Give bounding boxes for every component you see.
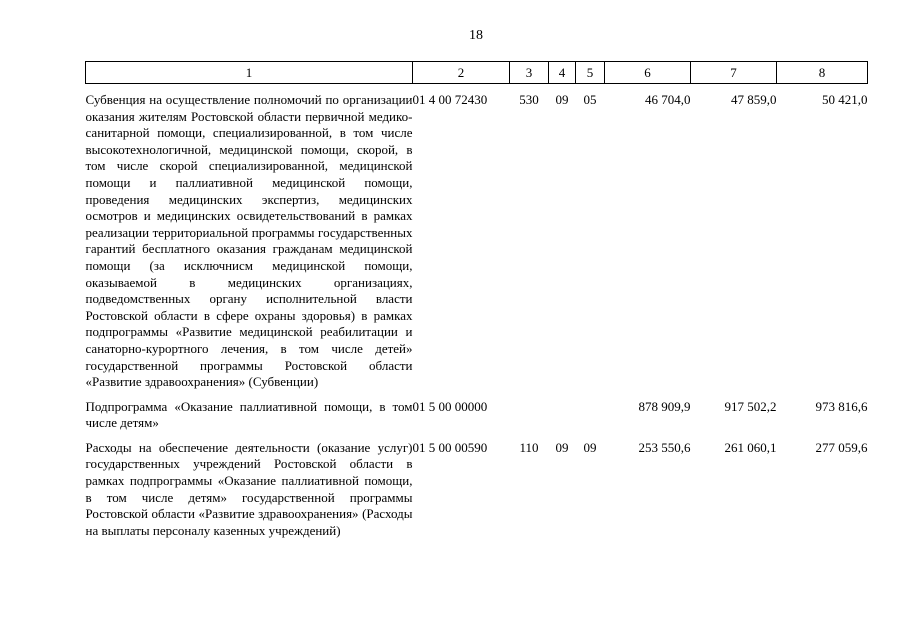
- row-col6: 253 550,6: [638, 439, 691, 455]
- column-header: 6: [605, 62, 691, 84]
- row-col5: 09: [583, 439, 597, 455]
- column-header: 7: [691, 62, 777, 84]
- row-col6: 878 909,9: [638, 398, 691, 414]
- row-col3: [510, 399, 549, 432]
- row-name: Расходы на обеспечение деятельности (оказание услуг) государственных учреждений Ростовской области в рамках подпрограммы «Оказание паллиативной помощи, в том числе детям» государственной программы Ростовской области «Развитие здравоохранения» (Расходы на выплаты персоналу казенных учреждений): [85, 439, 413, 538]
- row-col4: 09: [555, 92, 569, 107]
- column-header: 5: [576, 62, 605, 84]
- row-col8: 973 816,6: [815, 398, 868, 414]
- column-header: 4: [549, 62, 576, 84]
- row-col7: 261 060,1: [724, 439, 777, 455]
- column-header: 3: [510, 62, 549, 84]
- column-header: 8: [777, 62, 868, 84]
- row-col4: [549, 399, 576, 432]
- row-col6: 46 704,0: [645, 92, 691, 107]
- row-col4: 09: [555, 439, 569, 455]
- row-code: 01 5 00 00590: [412, 439, 488, 455]
- budget-table: [85, 61, 868, 539]
- page-number: 18: [469, 28, 483, 43]
- row-code: 01 4 00 72430: [412, 92, 488, 107]
- row-name: Субвенция на осуществление полномочий по организации оказания жителям Ростовской области первичной медико-санитарной помощи, специализированной, в том числе высокотехнологичной, медицинской помощи, скорой, в том числе скорой специализированной, медицинской помощи и паллиативной медицинской помощи, проведения медицинских экспертиз, медицинских осмотров и медицинских освидетельствований в рамках реализации территориальной программы государственных гарантий бесплатного оказания гражданам медицинской помощи (за исключнисм медицинской помощи, оказываемой в медицинских организациях, подведомственных органу исполнительной власти Ростовской области в сфере охраны здоровья) в рамках подпрограммы «Развитие медицинской реабилитации и санаторно-курортного лечения, в том числе детей» государственной программы Ростовской области «Развитие здравоохранения» (Субвенции): [85, 92, 413, 390]
- row-col8: 277 059,6: [815, 439, 868, 455]
- table-row: [86, 92, 868, 391]
- row-col7: 47 859,0: [731, 92, 777, 107]
- column-header-row: [86, 62, 868, 84]
- row-col5: [576, 399, 605, 432]
- row-col7: 917 502,2: [724, 398, 777, 414]
- row-col3: 530: [519, 92, 539, 107]
- column-header: 1: [86, 62, 413, 84]
- row-col8: 50 421,0: [822, 92, 868, 107]
- row-name: Подпрограмма «Оказание паллиативной помощи, в том числе детям»: [85, 398, 413, 431]
- row-code: 01 5 00 00000: [412, 398, 488, 414]
- table-row: [86, 440, 868, 540]
- row-col3: 110: [519, 439, 539, 455]
- row-col5: 05: [583, 92, 597, 107]
- table-row: [86, 399, 868, 432]
- column-header: 2: [413, 62, 510, 84]
